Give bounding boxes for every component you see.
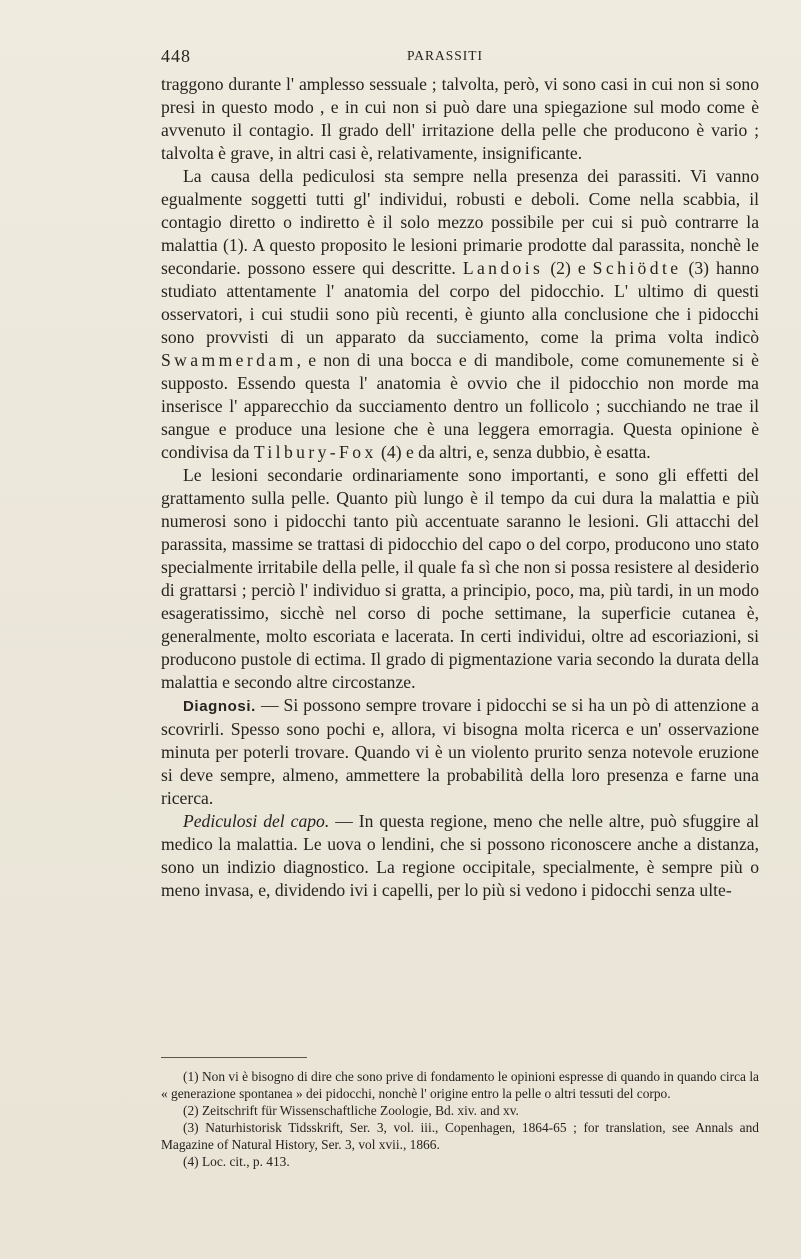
running-head: PARASSITI [407, 48, 484, 63]
paragraph: Le lesioni secondarie ordinariamente sono importanti, e sono gli effetti del grattamento sulla pelle. Quanto più lungo è il tempo da cui dura la malattia e più numerosi sono i pidocchi tanto più accentuate saranno le lesioni. Gli attacchi del parassita, massime se trattasi di pidocchio del capo o del corpo, producono uno stato specialmente irritabile della pelle, il quale fa sì che non si possa resistere al desiderio di grattarsi ; perciò l' individuo si gratta, a principio, poco, ma, più tardi, in un modo esageratissimo, sicchè nel corso di poche settimane, la superficie cutanea è, generalmente, molto escoriata e lacerata. In certi individui, oltre ad escoriazioni, si producono pustole di ectima. Il grado di pigmentazione varia secondo la durata della malattia e secondo altre circostanze. [161, 465, 759, 692]
paragraph [161, 810, 759, 902]
footnote: (3) Naturhistorisk Tidsskrift, Ser. 3, vol. iii., Copenhagen, 1864-65 ; for translation, see Annals and Magazine of Natural History, Ser. 3, vol xvii., 1866. [161, 1120, 759, 1152]
author-name: Tilbury-Fox [253, 442, 377, 462]
paragraph: traggono durante l' amplesso sessuale ; talvolta, però, vi sono casi in cui non si sono presi in questo modo , e in cui non si può dare una spiegazione sul modo come è avvenuto il contagio. Il grado dell' irritazione della pelle che producono è vario ; talvolta è grave, in altri casi è, relativamente, insignificante. [161, 74, 759, 163]
footnote-divider [161, 1057, 307, 1058]
page-number: 448 [161, 46, 191, 66]
main-text [161, 73, 759, 902]
text-run: (4) e da altri, e, senza dubbio, è esatta. [381, 442, 651, 462]
footnote: (2) Zeitschrift für Wissenschaftliche Zoologie, Bd. xiv. and xv. [183, 1103, 519, 1118]
text-run: La causa della pediculosi sta sempre nella presenza dei parassiti. Vi vanno egualmente soggetti tutti gl' individui, robusti e deboli. Come nella scabbia, il contagio diretto o indiretto è il solo mezzo possibile per cui si può contrarre la malattia (1). A questo proposito le lesioni primarie prodotte dal parassita, nonchè le secondarie. possono essere qui descritte. [161, 166, 759, 278]
text-run: (2) e [550, 258, 586, 278]
author-name: Schiödte [592, 258, 682, 278]
footnotes [161, 1068, 759, 1170]
paragraph [161, 694, 759, 810]
section-heading: Diagnosi. [183, 698, 256, 715]
author-name: Landois [462, 258, 544, 278]
section-heading: Pediculosi del capo. [183, 811, 330, 831]
text-run: — In questa regione, meno che nelle altre, può sfuggire al medico la malattia. Le uova o lendini, che si possono riconoscere anche a distanza, sono un indizio diagnostico. La regione occipitale, specialmente, è sempre più o meno invasa, e, dividendo ivi i capelli, per lo più si vedono i pidocchi senza ulte- [161, 811, 760, 900]
text-run: , e non di una bocca e di mandibole, come comunemente si è supposto. Essendo questa l' anatomia è ovvio che il pidocchio non morde ma inserisce l' apparecchio da succiamento dentro un follicolo ; succhiando ne trae il sangue e produce una lesione che è una leggera emorragia. Questa opinione è condivisa da [161, 350, 759, 462]
text-run: (3) hanno studiato attentamente l' anatomia del corpo del pidocchio. L' ultimo di questi osservatori, i cui studii sono più recenti, è giunto alla conclusione che i pidocchi sono provvisti di un apparato da succiamento, come la prima volta indicò [161, 258, 759, 347]
footnote: (1) Non vi è bisogno di dire che sono prive di fondamento le opinioni espresse di quando in quando circa la « generazione spontanea » dei pidocchi, nonchè l' origine entro la pelle o altri tessuti del corpo. [161, 1069, 759, 1101]
footnote: (4) Loc. cit., p. 413. [183, 1154, 290, 1169]
page-header [161, 46, 721, 68]
paragraph [161, 165, 759, 464]
text-run: — Si possono sempre trovare i pidocchi se si ha un pò di attenzione a scovrirli. Spesso sono pochi e, allora, vi bisogna molta ricerca e un' osservazione minuta per poterli trovare. Quando vi è un violento prurito senza notevole eruzione si deve sempre, almeno, ammettere la probabilità della loro presenza e farne una ricerca. [161, 695, 759, 808]
author-name: Swammerdam [161, 350, 297, 370]
